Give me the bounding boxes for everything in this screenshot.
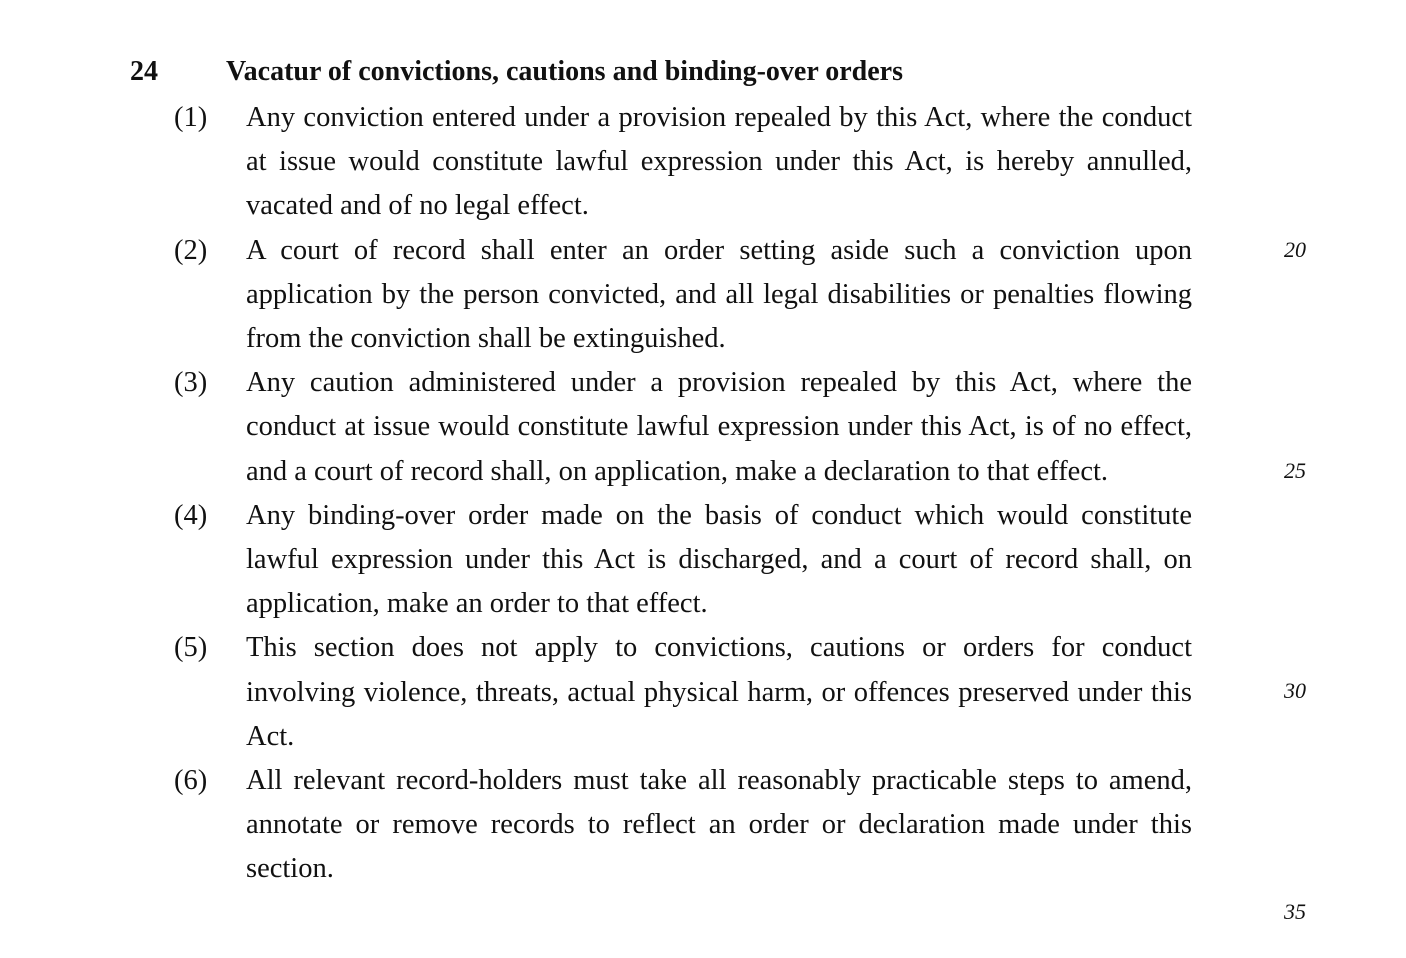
section-heading: Vacatur of convictions, cautions and binding-over orders (226, 56, 903, 87)
subsection-label: (3) (174, 367, 208, 399)
subsection-label: (6) (174, 765, 208, 797)
subsection-list (0, 96, 1406, 892)
subsection-1 (0, 96, 1406, 229)
subsection-text: This section does not apply to convictions, cautions or orders for conduct involving violence, threats, actual physical harm, or offences preserved under this Act. (246, 632, 1192, 752)
subsection-3 (0, 361, 1406, 494)
margin-line-number: 30 (1284, 678, 1306, 703)
subsection-text: Any caution administered under a provision repealed by this Act, where the conduct at issue would constitute lawful expression under this Act, is of no effect, and a court of record shall, on application, make a declaration to that effect. (246, 367, 1192, 487)
margin-line-number: 25 (1284, 458, 1306, 483)
subsection-label: (5) (174, 632, 208, 664)
margin-line-number: 35 (1284, 899, 1306, 924)
subsection-label: (1) (174, 102, 208, 133)
subsection-5 (0, 626, 1406, 759)
margin-line-number: 20 (1284, 237, 1306, 262)
subsection-4 (0, 494, 1406, 627)
section-number: 24 (130, 56, 158, 87)
subsection-6 (0, 759, 1406, 892)
subsection-label: (2) (174, 234, 208, 266)
subsection-label: (4) (174, 499, 208, 531)
subsection-text: Any binding-over order made on the basis of conduct which would constitute lawful expression under this Act is discharged, and a court of record shall, on application, make an order to that effect. (246, 499, 1192, 620)
subsection-2 (0, 229, 1406, 362)
subsection-text: All relevant record-holders must take all reasonably practicable steps to amend, annotate or remove records to reflect an order or declaration made under this section. (246, 765, 1192, 885)
subsection-text: Any conviction entered under a provision repealed by this Act, where the conduct at issue would constitute lawful expression under this Act, is hereby annulled, vacated and of no legal effect. (246, 102, 1192, 222)
subsection-text: A court of record shall enter an order setting aside such a conviction upon application by the person convicted, and all legal disabilities or penalties flowing from the conviction shall be extinguished. (246, 234, 1192, 355)
